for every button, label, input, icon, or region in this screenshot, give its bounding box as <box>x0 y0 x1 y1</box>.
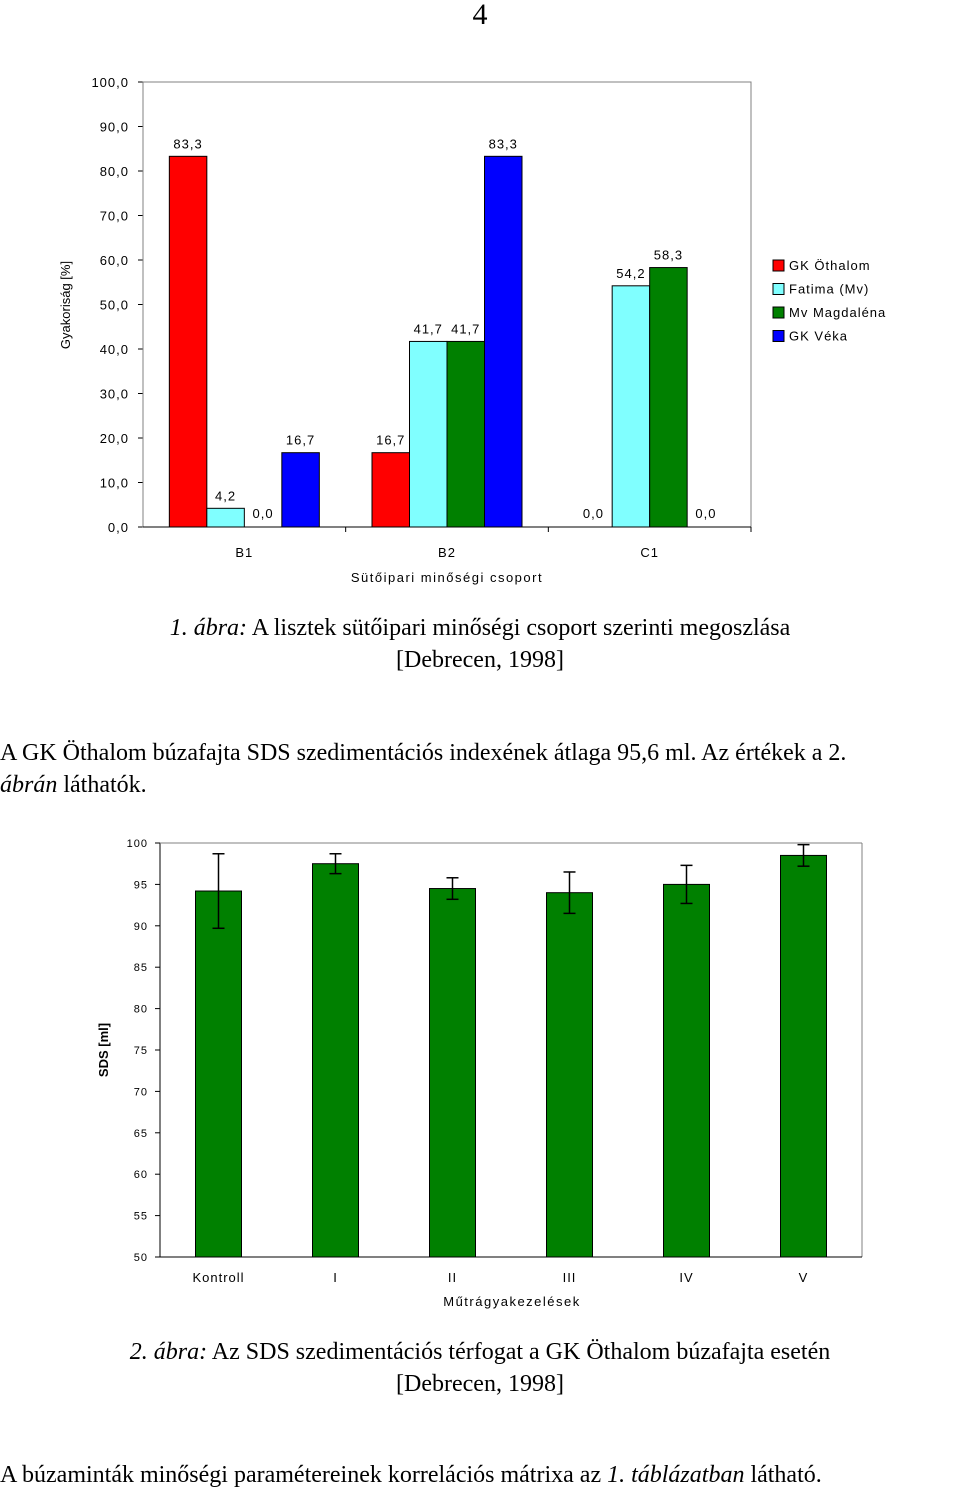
legend <box>773 258 886 344</box>
paragraph-2-table-ref: 1. táblázatban <box>607 1462 745 1488</box>
x-tick-label: II <box>447 1270 458 1285</box>
bar <box>169 156 207 527</box>
y-tick-label: 90,0 <box>99 119 129 135</box>
paragraph-1-line-1: A GK Öthalom búzafajta SDS szedimentációs indexének átlaga 95,6 ml. Az értékek a 2. <box>0 740 847 766</box>
figure-1-title: A lisztek sütőipari minőségi csoport szerinti megoszlása <box>251 615 791 641</box>
y-tick-label: 75 <box>133 1045 148 1057</box>
y-tick-label: 95 <box>133 879 148 892</box>
legend-label: GK Öthalom <box>789 258 871 273</box>
y-tick-label: 20,0 <box>99 431 129 446</box>
data-label: 58,3 <box>653 247 684 263</box>
figure-2-title: Az SDS szedimentációs térfogat a GK Öthalom búzafajta esetén <box>211 1339 831 1365</box>
bar <box>196 891 242 1257</box>
figure-1-caption <box>0 612 960 676</box>
data-label: 41,7 <box>413 321 443 337</box>
x-tick-label: V <box>798 1270 809 1285</box>
y-tick-label: 80 <box>133 1003 148 1016</box>
data-label: 0,0 <box>582 506 604 521</box>
paragraph-2-text-end: látható. <box>744 1462 822 1488</box>
x-axis-title: Sütőipari minőségi csoport <box>350 570 544 585</box>
page-number: 4 <box>472 0 488 31</box>
y-tick-label: 70 <box>133 1086 148 1099</box>
x-tick-label: B1 <box>235 545 254 560</box>
y-axis-title: SDS [ml] <box>96 1022 111 1078</box>
data-label: 54,2 <box>616 265 646 281</box>
bar-group <box>196 845 827 1257</box>
legend-label: Fatima (Mv) <box>789 281 870 297</box>
figure-2-location: [Debrecen, 1998] <box>396 1371 564 1397</box>
legend-swatch <box>773 331 784 342</box>
x-tick-label: I <box>333 1270 338 1285</box>
data-label: 41,7 <box>451 321 481 337</box>
bar <box>612 286 650 527</box>
y-tick-label: 55 <box>133 1210 148 1223</box>
data-label: 4,2 <box>215 488 237 504</box>
bar <box>430 889 476 1257</box>
y-tick-label: 85 <box>133 962 148 975</box>
body-paragraph-2 <box>0 1459 960 1491</box>
bar <box>410 341 448 527</box>
y-tick-label: 65 <box>133 1127 148 1140</box>
data-label: 83,3 <box>488 136 518 152</box>
y-tick-label: 80,0 <box>99 164 129 179</box>
bar <box>313 864 359 1257</box>
legend-swatch <box>773 284 784 295</box>
data-label: 83,3 <box>173 136 203 152</box>
bar <box>282 453 320 527</box>
legend-label: GK Véka <box>789 328 849 344</box>
y-tick-label: 40,0 <box>99 342 129 357</box>
x-axis <box>192 1270 808 1285</box>
y-tick-label: 100 <box>126 838 148 850</box>
x-tick-label: B2 <box>438 545 456 560</box>
data-label: 16,7 <box>376 432 406 448</box>
y-tick-label: 90 <box>133 920 148 933</box>
data-label: 0,0 <box>695 506 717 521</box>
y-tick-label: 70,0 <box>99 208 129 224</box>
paragraph-2-text-start: A búzaminták minőségi paramétereinek korrelációs mátrixa az <box>0 1462 608 1488</box>
x-tick-label: IV <box>679 1270 694 1285</box>
figure-1-location: [Debrecen, 1998] <box>396 647 564 673</box>
y-tick-label: 60,0 <box>99 253 129 268</box>
bar <box>372 453 410 527</box>
figure-2-caption <box>0 1336 960 1400</box>
bar <box>547 893 593 1257</box>
body-paragraph-1 <box>0 737 960 801</box>
y-tick-label: 50,0 <box>99 297 129 313</box>
paragraph-1-figure-ref: ábrán <box>0 772 58 798</box>
y-axis-title: Gyakoriság [%] <box>58 260 73 350</box>
figure-1-label: 1. ábra: <box>169 615 248 641</box>
bar <box>447 341 485 527</box>
figure-2-label: 2. ábra: <box>129 1339 208 1365</box>
y-tick-label: 60 <box>133 1169 148 1182</box>
frequency-bar-chart <box>0 60 960 600</box>
x-axis <box>235 527 751 560</box>
y-tick-label: 30,0 <box>99 386 129 402</box>
x-tick-label: III <box>562 1270 577 1285</box>
bar <box>485 156 523 527</box>
data-label: 0,0 <box>252 506 274 521</box>
bar <box>650 268 688 527</box>
bar <box>664 884 710 1257</box>
x-tick-label: Kontroll <box>192 1270 245 1285</box>
paragraph-1-line-2: láthatók. <box>57 772 147 798</box>
y-tick-label: 50 <box>133 1252 148 1264</box>
x-tick-label: C1 <box>640 545 659 560</box>
data-label: 16,7 <box>285 432 316 448</box>
bar-group <box>169 136 716 527</box>
y-tick-label: 10,0 <box>99 475 129 491</box>
sds-bar-chart <box>0 820 960 1320</box>
bar <box>781 855 827 1257</box>
x-axis-title: Műtrágyakezelések <box>443 1294 581 1309</box>
y-axis <box>127 838 160 1264</box>
legend-swatch <box>773 307 784 318</box>
y-tick-label: 0,0 <box>107 520 129 535</box>
legend-swatch <box>773 260 784 271</box>
y-axis <box>91 75 143 535</box>
legend-label: Mv Magdaléna <box>789 305 887 320</box>
bar <box>207 508 245 527</box>
y-tick-label: 100,0 <box>91 75 129 90</box>
